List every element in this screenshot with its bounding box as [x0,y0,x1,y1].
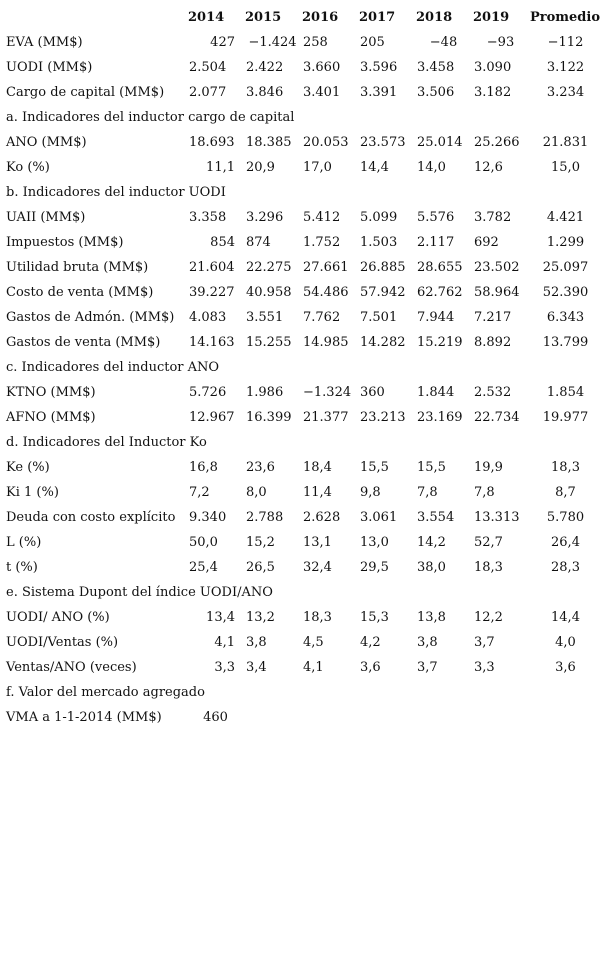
value-cell-2017: 9,8 [360,485,381,500]
value-cell-2019: 3.182 [474,85,512,100]
section-heading: c. Indicadores del inductor ANO [6,360,220,375]
value-cell-2015: 2.788 [246,510,284,525]
average-cell: 3.122 [546,60,585,75]
value-cell-2017: 7.501 [360,310,398,325]
value-cell-2015: 26,5 [246,560,275,575]
value-cell-2014: 11,1 [206,160,235,175]
value-cell-2015 [244,705,301,730]
value-cell-2016: 5.412 [303,210,341,225]
average-cell: 15,0 [551,160,580,175]
value-cell-2019: 7.217 [474,310,512,325]
value-cell-2016: 18,3 [303,610,332,625]
value-cell-2017: 13,0 [360,535,389,550]
value-cell-2018: 23.169 [417,410,463,425]
value-cell-2018: 3.554 [417,510,455,525]
value-cell-2015: −1.424 [248,35,297,50]
average-cell [529,705,602,730]
value-cell-2016: 54.486 [303,285,349,300]
value-cell-2018: 28.655 [417,260,463,275]
value-cell-2014: 4,1 [214,635,235,650]
value-cell-2018: −48 [429,35,458,50]
row-label: Ki 1 (%) [6,485,59,500]
average-cell: 19.977 [542,410,589,425]
table-row [6,655,602,680]
row-label: VMA a 1-1-2014 (MM$) [6,710,162,725]
value-cell-2019: 58.964 [474,285,520,300]
row-label: UODI/Ventas (%) [6,635,119,650]
value-cell-2014: 7,2 [189,485,210,500]
section-heading: e. Sistema Dupont del índice UODI/ANO [6,585,273,600]
value-cell-2014: 9.340 [189,510,227,525]
row-label: EVA (MM$) [6,35,83,50]
value-cell-2019: 3,7 [474,635,495,650]
value-cell-2016 [301,705,358,730]
value-cell-2019: −93 [486,35,515,50]
value-cell-2014: 14.163 [189,335,235,350]
average-cell: 52.390 [542,285,589,300]
row-label: Impuestos (MM$) [6,235,124,250]
table-header-row [6,4,602,30]
table-row [6,630,602,655]
value-cell-2017: 14.282 [360,335,406,350]
header-year-2015: 2015 [245,9,282,25]
financial-indicators-table [6,4,602,730]
value-cell-2019: 8.892 [474,335,512,350]
value-cell-2017: 26.885 [360,260,406,275]
value-cell-2018: 38,0 [417,560,446,575]
value-cell-2017: 15,3 [360,610,389,625]
value-cell-2015: 3.846 [246,85,284,100]
value-cell-2018: 3,7 [417,660,438,675]
value-cell-2019: 12,2 [474,610,503,625]
value-cell-2018: 3.458 [417,60,455,75]
value-cell-2018: 14,2 [417,535,446,550]
value-cell-2014: 16,8 [189,460,218,475]
value-cell-2014: 427 [210,35,235,50]
table-row [6,80,602,105]
section-heading-row [6,105,602,130]
section-heading: f. Valor del mercado agregado [6,685,205,700]
average-cell: 28,3 [551,560,580,575]
row-label: L (%) [6,535,42,550]
value-cell-2018: 14,0 [417,160,446,175]
table-row [6,605,602,630]
row-label: Ke (%) [6,460,50,475]
value-cell-2014: 13,4 [206,610,235,625]
value-cell-2015: 8,0 [246,485,267,500]
value-cell-2018: 15,5 [417,460,446,475]
value-cell-2014: 2.077 [189,85,227,100]
header-year-2017: 2017 [359,9,396,25]
value-cell-2015: 40.958 [246,285,292,300]
value-cell-2019: 22.734 [474,410,520,425]
value-cell-2015: 2.422 [246,60,284,75]
table-row [6,405,602,430]
value-cell-2019: 18,3 [474,560,503,575]
table-row [6,230,602,255]
value-cell-2019: 12,6 [474,160,503,175]
table-row [6,255,602,280]
value-cell-2014: 2.504 [189,60,227,75]
value-cell-2017: 3.596 [360,60,398,75]
table-row [6,30,602,55]
value-cell-2019: 7,8 [474,485,495,500]
header-average: Promedio [529,9,600,25]
value-cell-2018: 15.219 [417,335,463,350]
row-label: UAII (MM$) [6,210,86,225]
value-cell-2019 [472,705,529,730]
value-cell-2019: 23.502 [474,260,520,275]
table-row [6,555,602,580]
value-cell-2017: 1.503 [360,235,398,250]
value-cell-2017: 3.061 [360,510,398,525]
table-row [6,530,602,555]
value-cell-2015: 20,9 [246,160,275,175]
value-cell-2016: 13,1 [303,535,332,550]
value-cell-2014: 460 [203,710,228,725]
value-cell-2018: 5.576 [417,210,455,225]
value-cell-2016: 17,0 [303,160,332,175]
value-cell-2016: 11,4 [303,485,332,500]
value-cell-2016: 18,4 [303,460,332,475]
value-cell-2014: 3,3 [214,660,235,675]
table-row [6,280,602,305]
average-cell: 21.831 [542,135,589,150]
table-row [6,455,602,480]
value-cell-2016: 3.401 [303,85,341,100]
section-heading: a. Indicadores del inductor cargo de capital [6,110,295,125]
row-label: t (%) [6,560,38,575]
average-cell: 26,4 [551,535,580,550]
average-cell: 1.854 [546,385,585,400]
value-cell-2016: 20.053 [303,135,349,150]
average-cell: 8,7 [555,485,576,500]
value-cell-2018: 7,8 [417,485,438,500]
section-heading-row [6,680,602,705]
value-cell-2017: 23.573 [360,135,406,150]
value-cell-2017: 205 [360,35,385,50]
value-cell-2018: 3.506 [417,85,455,100]
value-cell-2016: 7.762 [303,310,341,325]
table-row [6,155,602,180]
row-label: Ko (%) [6,160,50,175]
average-cell: 25.097 [542,260,589,275]
table-row [6,205,602,230]
table-body [6,30,602,730]
value-cell-2018: 13,8 [417,610,446,625]
value-cell-2015: 3,4 [246,660,267,675]
value-cell-2017: 29,5 [360,560,389,575]
table-row [6,330,602,355]
value-cell-2019: 52,7 [474,535,503,550]
average-cell: 13.799 [542,335,589,350]
average-cell: −112 [547,35,584,50]
value-cell-2016: 258 [303,35,328,50]
value-cell-2014: 25,4 [189,560,218,575]
value-cell-2017: 5.099 [360,210,398,225]
section-heading-row [6,580,602,605]
value-cell-2018: 7.944 [417,310,455,325]
value-cell-2015: 15,2 [246,535,275,550]
value-cell-2015: 3.296 [246,210,284,225]
value-cell-2016: 4,1 [303,660,324,675]
average-cell: 1.299 [546,235,585,250]
value-cell-2018: 1.844 [417,385,455,400]
value-cell-2015: 16.399 [246,410,292,425]
value-cell-2017: 3.391 [360,85,398,100]
row-label: Deuda con costo explícito [6,510,176,525]
value-cell-2017: 57.942 [360,285,406,300]
table-row [6,380,602,405]
value-cell-2016: 4,5 [303,635,324,650]
value-cell-2018: 3,8 [417,635,438,650]
value-cell-2019: 19,9 [474,460,503,475]
average-cell: 18,3 [551,460,580,475]
average-cell: 6.343 [546,310,585,325]
value-cell-2014: 4.083 [189,310,227,325]
value-cell-2018 [415,705,472,730]
value-cell-2019: 692 [474,235,499,250]
header-year-2019: 2019 [473,9,510,25]
value-cell-2019: 3.782 [474,210,512,225]
table-row [6,305,602,330]
value-cell-2016: 21.377 [303,410,349,425]
value-cell-2015: 3,8 [246,635,267,650]
value-cell-2015: 22.275 [246,260,292,275]
row-label: Costo de venta (MM$) [6,285,154,300]
row-label: Gastos de venta (MM$) [6,335,161,350]
header-year-2016: 2016 [302,9,339,25]
value-cell-2015: 874 [246,235,271,250]
section-heading-row [6,430,602,455]
row-label: Gastos de Admón. (MM$) [6,310,175,325]
value-cell-2019: 13.313 [474,510,520,525]
table-row [6,705,602,730]
value-cell-2019: 2.532 [474,385,512,400]
section-heading: d. Indicadores del Inductor Ko [6,435,207,450]
value-cell-2017: 360 [360,385,385,400]
value-cell-2019: 25.266 [474,135,520,150]
row-label: Cargo de capital (MM$) [6,85,165,100]
average-cell: 5.780 [546,510,585,525]
average-cell: 4.421 [546,210,585,225]
row-label: UODI/ ANO (%) [6,610,110,625]
section-heading-row [6,180,602,205]
value-cell-2017: 14,4 [360,160,389,175]
average-cell: 4,0 [555,635,576,650]
header-year-2014: 2014 [188,9,225,25]
table-row [6,55,602,80]
value-cell-2017 [358,705,415,730]
row-label: Utilidad bruta (MM$) [6,260,149,275]
table-row [6,480,602,505]
value-cell-2014: 12.967 [189,410,235,425]
value-cell-2015: 18.385 [246,135,292,150]
value-cell-2014: 50,0 [189,535,218,550]
value-cell-2015: 23,6 [246,460,275,475]
header-year-2018: 2018 [416,9,453,25]
value-cell-2014: 5.726 [189,385,227,400]
value-cell-2015: 3.551 [246,310,284,325]
value-cell-2017: 23.213 [360,410,406,425]
value-cell-2014: 3.358 [189,210,227,225]
value-cell-2016: 3.660 [303,60,341,75]
header-label-cell [6,4,187,30]
row-label: ANO (MM$) [6,135,87,150]
value-cell-2014: 21.604 [189,260,235,275]
value-cell-2017: 3,6 [360,660,381,675]
table-row [6,130,602,155]
value-cell-2016: 32,4 [303,560,332,575]
value-cell-2016: 1.752 [303,235,341,250]
row-label: AFNO (MM$) [6,410,96,425]
average-cell: 14,4 [551,610,580,625]
row-label: Ventas/ANO (veces) [6,660,137,675]
value-cell-2014: 18.693 [189,135,235,150]
value-cell-2016: 2.628 [303,510,341,525]
section-heading-row [6,355,602,380]
value-cell-2015: 15.255 [246,335,292,350]
value-cell-2015: 13,2 [246,610,275,625]
value-cell-2014: 39.227 [189,285,235,300]
value-cell-2018: 62.762 [417,285,463,300]
row-label: UODI (MM$) [6,60,93,75]
value-cell-2016: 27.661 [303,260,349,275]
average-cell: 3,6 [555,660,576,675]
value-cell-2019: 3.090 [474,60,512,75]
value-cell-2017: 15,5 [360,460,389,475]
section-heading: b. Indicadores del inductor UODI [6,185,226,200]
value-cell-2018: 25.014 [417,135,463,150]
value-cell-2018: 2.117 [417,235,455,250]
value-cell-2016: −1.324 [303,385,352,400]
value-cell-2016: 14.985 [303,335,349,350]
table-row [6,505,602,530]
value-cell-2014: 854 [210,235,235,250]
value-cell-2015: 1.986 [246,385,284,400]
value-cell-2017: 4,2 [360,635,381,650]
average-cell: 3.234 [546,85,585,100]
value-cell-2019: 3,3 [474,660,495,675]
row-label: KTNO (MM$) [6,385,96,400]
